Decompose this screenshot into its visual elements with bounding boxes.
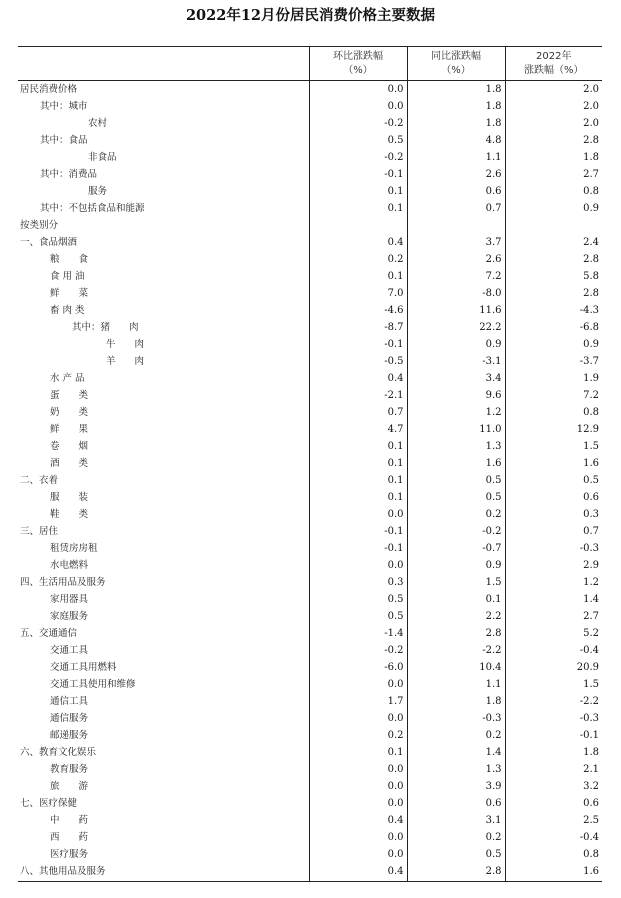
table-row	[18, 711, 602, 728]
row-yoy-value: 0.2	[407, 830, 505, 847]
table-row	[18, 353, 602, 370]
header-yoy-line1: 同比涨跌幅	[431, 50, 481, 62]
row-year-value: 5.8	[505, 268, 602, 285]
row-label: 奶 类	[50, 406, 89, 418]
row-mom-value: -0.2	[309, 149, 407, 166]
row-mom-value: 0.1	[309, 183, 407, 200]
row-label: 按类别分	[20, 219, 59, 231]
row-year-value	[505, 217, 602, 234]
row-mom-value: 0.0	[309, 98, 407, 115]
table-row	[18, 779, 602, 796]
row-yoy-value: 9.6	[407, 387, 505, 404]
header-yoy	[407, 47, 505, 81]
row-mom-value: 0.0	[309, 557, 407, 574]
row-label: 通信工具	[50, 696, 89, 708]
row-year-value: 0.9	[505, 200, 602, 217]
row-year-value: 1.5	[505, 438, 602, 455]
table-row	[18, 149, 602, 166]
row-mom-value: 0.0	[309, 796, 407, 813]
row-year-value: 0.6	[505, 489, 602, 506]
row-mom-value: 0.4	[309, 864, 407, 882]
row-year-value: 2.8	[505, 132, 602, 149]
table-row	[18, 115, 602, 132]
row-mom-value: 0.1	[309, 472, 407, 489]
row-year-value: 1.8	[505, 149, 602, 166]
row-label: 医疗服务	[50, 849, 89, 861]
row-yoy-value: 1.8	[407, 115, 505, 132]
row-label: 非食品	[88, 151, 117, 163]
row-yoy-value: 1.1	[407, 149, 505, 166]
row-year-value: 2.9	[505, 557, 602, 574]
table-row	[18, 268, 602, 285]
row-yoy-value: 3.7	[407, 234, 505, 251]
header-mom	[309, 47, 407, 81]
row-label: 蛋 类	[50, 389, 89, 401]
table-row	[18, 523, 602, 540]
table-row	[18, 217, 602, 234]
row-yoy-value: -2.2	[407, 643, 505, 660]
row-label: 畜 肉 类	[50, 304, 85, 316]
cpi-table	[18, 46, 602, 882]
row-label: 租赁房房租	[50, 542, 98, 554]
table-row	[18, 200, 602, 217]
row-label: 其中：城市	[40, 100, 88, 112]
row-label: 其中：不包括食品和能源	[40, 202, 145, 214]
table-row	[18, 319, 602, 336]
row-year-value: 2.0	[505, 115, 602, 132]
row-mom-value: 0.3	[309, 574, 407, 591]
table-body	[18, 81, 602, 882]
row-mom-value: 0.2	[309, 251, 407, 268]
row-mom-value: -6.0	[309, 660, 407, 677]
row-year-value: 0.8	[505, 847, 602, 864]
row-mom-value: 0.2	[309, 728, 407, 745]
row-year-value: 2.0	[505, 81, 602, 99]
row-mom-value: -8.7	[309, 319, 407, 336]
row-year-value: 2.0	[505, 98, 602, 115]
row-year-value: 2.7	[505, 608, 602, 625]
row-yoy-value: 1.6	[407, 455, 505, 472]
row-year-value: 0.9	[505, 336, 602, 353]
row-label: 服 装	[50, 491, 89, 503]
row-yoy-value: 0.5	[407, 489, 505, 506]
row-label: 其中：猪 肉	[72, 321, 139, 333]
row-label: 三、居住	[20, 525, 59, 537]
row-year-value: 2.1	[505, 762, 602, 779]
row-label: 农村	[88, 117, 108, 129]
row-year-value: -4.3	[505, 302, 602, 319]
row-mom-value: 0.1	[309, 455, 407, 472]
row-yoy-value: 0.2	[407, 728, 505, 745]
table-row	[18, 421, 602, 438]
row-year-value: 1.6	[505, 864, 602, 882]
row-label: 交通工具使用和维修	[50, 679, 136, 691]
row-yoy-value: 1.1	[407, 677, 505, 694]
row-yoy-value: -3.1	[407, 353, 505, 370]
row-yoy-value: 4.8	[407, 132, 505, 149]
table-row	[18, 302, 602, 319]
row-label: 其中：食品	[40, 134, 88, 146]
row-year-value: -0.3	[505, 711, 602, 728]
row-label: 水电燃料	[50, 559, 89, 571]
row-label: 鲜 果	[50, 423, 89, 435]
row-label: 一、食品烟酒	[20, 236, 78, 248]
row-year-value: 1.4	[505, 591, 602, 608]
row-year-value: 1.6	[505, 455, 602, 472]
header-year-line2: 涨跌幅（%）	[523, 64, 584, 76]
row-mom-value: 0.7	[309, 404, 407, 421]
row-mom-value: 7.0	[309, 285, 407, 302]
row-mom-value: -0.5	[309, 353, 407, 370]
table-row	[18, 694, 602, 711]
row-label: 鲜 菜	[50, 287, 89, 299]
row-mom-value: 0.0	[309, 762, 407, 779]
row-label: 交通工具用燃料	[50, 662, 117, 674]
row-mom-value: -0.1	[309, 540, 407, 557]
table-row	[18, 591, 602, 608]
row-year-value: 12.9	[505, 421, 602, 438]
row-mom-value: 0.4	[309, 234, 407, 251]
table-row	[18, 745, 602, 762]
row-yoy-value: 0.5	[407, 472, 505, 489]
row-year-value: 0.7	[505, 523, 602, 540]
header-year-line1: 2022年	[536, 50, 572, 62]
row-year-value: 7.2	[505, 387, 602, 404]
row-label: 西 药	[50, 832, 89, 844]
row-yoy-value: 0.6	[407, 796, 505, 813]
row-yoy-value: -8.0	[407, 285, 505, 302]
row-year-value: 0.8	[505, 183, 602, 200]
table-row	[18, 830, 602, 847]
row-mom-value: 0.4	[309, 813, 407, 830]
table-row	[18, 98, 602, 115]
row-year-value: 2.4	[505, 234, 602, 251]
row-year-value: 1.5	[505, 677, 602, 694]
table-row	[18, 234, 602, 251]
row-year-value: -0.1	[505, 728, 602, 745]
row-mom-value: -0.2	[309, 115, 407, 132]
row-mom-value: -0.1	[309, 523, 407, 540]
row-label: 牛 肉	[106, 338, 145, 350]
table-row	[18, 762, 602, 779]
row-year-value: 1.2	[505, 574, 602, 591]
header-item	[18, 47, 309, 81]
row-label: 教育服务	[50, 764, 89, 776]
row-yoy-value: 1.5	[407, 574, 505, 591]
row-yoy-value: 3.4	[407, 370, 505, 387]
table-row	[18, 489, 602, 506]
row-year-value: -0.3	[505, 540, 602, 557]
row-year-value: 0.3	[505, 506, 602, 523]
row-mom-value: -0.2	[309, 643, 407, 660]
row-mom-value: -0.1	[309, 336, 407, 353]
row-yoy-value: 2.6	[407, 166, 505, 183]
row-year-value: 20.9	[505, 660, 602, 677]
header-mom-line1: 环比涨跌幅	[333, 50, 383, 62]
row-year-value: -0.4	[505, 830, 602, 847]
table-row	[18, 370, 602, 387]
row-label: 七、医疗保健	[20, 798, 78, 810]
table-row	[18, 183, 602, 200]
row-yoy-value: 0.9	[407, 557, 505, 574]
row-year-value: 0.6	[505, 796, 602, 813]
table-row	[18, 557, 602, 574]
row-mom-value: 0.1	[309, 745, 407, 762]
row-label: 卷 烟	[50, 440, 89, 452]
row-label: 服务	[88, 185, 108, 197]
table-row	[18, 813, 602, 830]
row-yoy-value: 2.8	[407, 864, 505, 882]
row-mom-value: 0.5	[309, 591, 407, 608]
table-row	[18, 404, 602, 421]
table-row	[18, 660, 602, 677]
row-mom-value: 0.0	[309, 506, 407, 523]
row-mom-value: -4.6	[309, 302, 407, 319]
table-row	[18, 677, 602, 694]
row-yoy-value: 2.6	[407, 251, 505, 268]
row-label: 羊 肉	[106, 355, 145, 367]
table-row	[18, 608, 602, 625]
row-yoy-value: 22.2	[407, 319, 505, 336]
row-mom-value: 0.5	[309, 608, 407, 625]
table-row	[18, 387, 602, 404]
row-yoy-value: -0.3	[407, 711, 505, 728]
row-mom-value: 0.0	[309, 830, 407, 847]
table-row	[18, 574, 602, 591]
row-label: 鞋 类	[50, 508, 89, 520]
row-yoy-value: 0.2	[407, 506, 505, 523]
row-year-value: 2.5	[505, 813, 602, 830]
row-year-value: -0.4	[505, 643, 602, 660]
row-label: 二、衣着	[20, 474, 59, 486]
row-label: 水 产 品	[50, 372, 85, 384]
row-year-value: 5.2	[505, 626, 602, 643]
row-yoy-value: 11.6	[407, 302, 505, 319]
row-label: 四、生活用品及服务	[20, 576, 106, 588]
table-header	[18, 47, 602, 81]
row-yoy-value: 3.9	[407, 779, 505, 796]
row-year-value: 0.8	[505, 404, 602, 421]
row-yoy-value	[407, 217, 505, 234]
table-row	[18, 285, 602, 302]
row-mom-value: 0.1	[309, 268, 407, 285]
row-label: 中 药	[50, 815, 89, 827]
table-row	[18, 438, 602, 455]
row-yoy-value: 2.2	[407, 608, 505, 625]
row-year-value: 0.5	[505, 472, 602, 489]
header-row	[18, 47, 602, 81]
row-yoy-value: 0.6	[407, 183, 505, 200]
row-year-value: 1.8	[505, 745, 602, 762]
row-mom-value: 0.5	[309, 132, 407, 149]
table-row	[18, 251, 602, 268]
table-row	[18, 132, 602, 149]
row-mom-value: 0.4	[309, 370, 407, 387]
row-label: 酒 类	[50, 457, 89, 469]
row-mom-value: 0.0	[309, 711, 407, 728]
row-yoy-value: 0.5	[407, 847, 505, 864]
table-row	[18, 472, 602, 489]
row-yoy-value: 11.0	[407, 421, 505, 438]
row-label: 家用器具	[50, 593, 89, 605]
row-mom-value: 0.0	[309, 81, 407, 99]
row-label: 六、教育文化娱乐	[20, 747, 97, 759]
row-yoy-value: 3.1	[407, 813, 505, 830]
row-yoy-value: 10.4	[407, 660, 505, 677]
table-row	[18, 847, 602, 864]
row-yoy-value: 0.9	[407, 336, 505, 353]
row-mom-value: 0.1	[309, 200, 407, 217]
row-mom-value: 0.1	[309, 438, 407, 455]
table-row	[18, 166, 602, 183]
row-label: 家庭服务	[50, 610, 89, 622]
row-label: 居民消费价格	[20, 83, 78, 95]
row-year-value: -2.2	[505, 694, 602, 711]
row-label: 八、其他用品及服务	[18, 864, 309, 882]
row-yoy-value: -0.2	[407, 523, 505, 540]
row-year-value: 1.9	[505, 370, 602, 387]
table-row	[18, 455, 602, 472]
header-mom-line2: （%）	[343, 64, 373, 76]
row-yoy-value: 1.8	[407, 694, 505, 711]
row-mom-value: 0.0	[309, 847, 407, 864]
table-row	[18, 336, 602, 353]
row-mom-value: 0.1	[309, 489, 407, 506]
row-label: 食 用 油	[50, 270, 85, 282]
table-row	[18, 540, 602, 557]
table-row	[18, 506, 602, 523]
row-yoy-value: 1.2	[407, 404, 505, 421]
row-mom-value: 0.0	[309, 779, 407, 796]
row-mom-value: 4.7	[309, 421, 407, 438]
row-mom-value: -1.4	[309, 626, 407, 643]
row-year-value: -6.8	[505, 319, 602, 336]
table-row	[18, 864, 602, 882]
header-yoy-line2: （%）	[441, 64, 471, 76]
page-title: 2022年12月份居民消费价格主要数据	[185, 7, 436, 24]
row-yoy-value: 0.7	[407, 200, 505, 217]
row-label: 邮递服务	[50, 730, 89, 742]
header-year	[505, 47, 602, 81]
table-row	[18, 728, 602, 745]
row-year-value: 2.8	[505, 285, 602, 302]
row-yoy-value: 0.1	[407, 591, 505, 608]
row-label: 其中：消费品	[40, 168, 98, 180]
row-yoy-value: 1.8	[407, 81, 505, 99]
row-year-value: 2.8	[505, 251, 602, 268]
row-yoy-value: -0.7	[407, 540, 505, 557]
row-label: 交通工具	[50, 645, 89, 657]
row-label: 通信服务	[50, 713, 89, 725]
row-label: 粮 食	[50, 253, 89, 265]
table-row	[18, 81, 602, 99]
row-label: 旅 游	[50, 781, 89, 793]
row-year-value: 3.2	[505, 779, 602, 796]
row-mom-value: -0.1	[309, 166, 407, 183]
row-yoy-value: 2.8	[407, 626, 505, 643]
table-row	[18, 643, 602, 660]
row-mom-value: -2.1	[309, 387, 407, 404]
row-yoy-value: 1.8	[407, 98, 505, 115]
row-yoy-value: 1.3	[407, 762, 505, 779]
row-yoy-value: 1.4	[407, 745, 505, 762]
row-mom-value: 1.7	[309, 694, 407, 711]
row-year-value: -3.7	[505, 353, 602, 370]
table-row	[18, 626, 602, 643]
row-yoy-value: 7.2	[407, 268, 505, 285]
row-mom-value: 0.0	[309, 677, 407, 694]
row-mom-value	[309, 217, 407, 234]
row-year-value: 2.7	[505, 166, 602, 183]
table-row	[18, 796, 602, 813]
row-label: 五、交通通信	[20, 628, 78, 639]
row-yoy-value: 1.3	[407, 438, 505, 455]
